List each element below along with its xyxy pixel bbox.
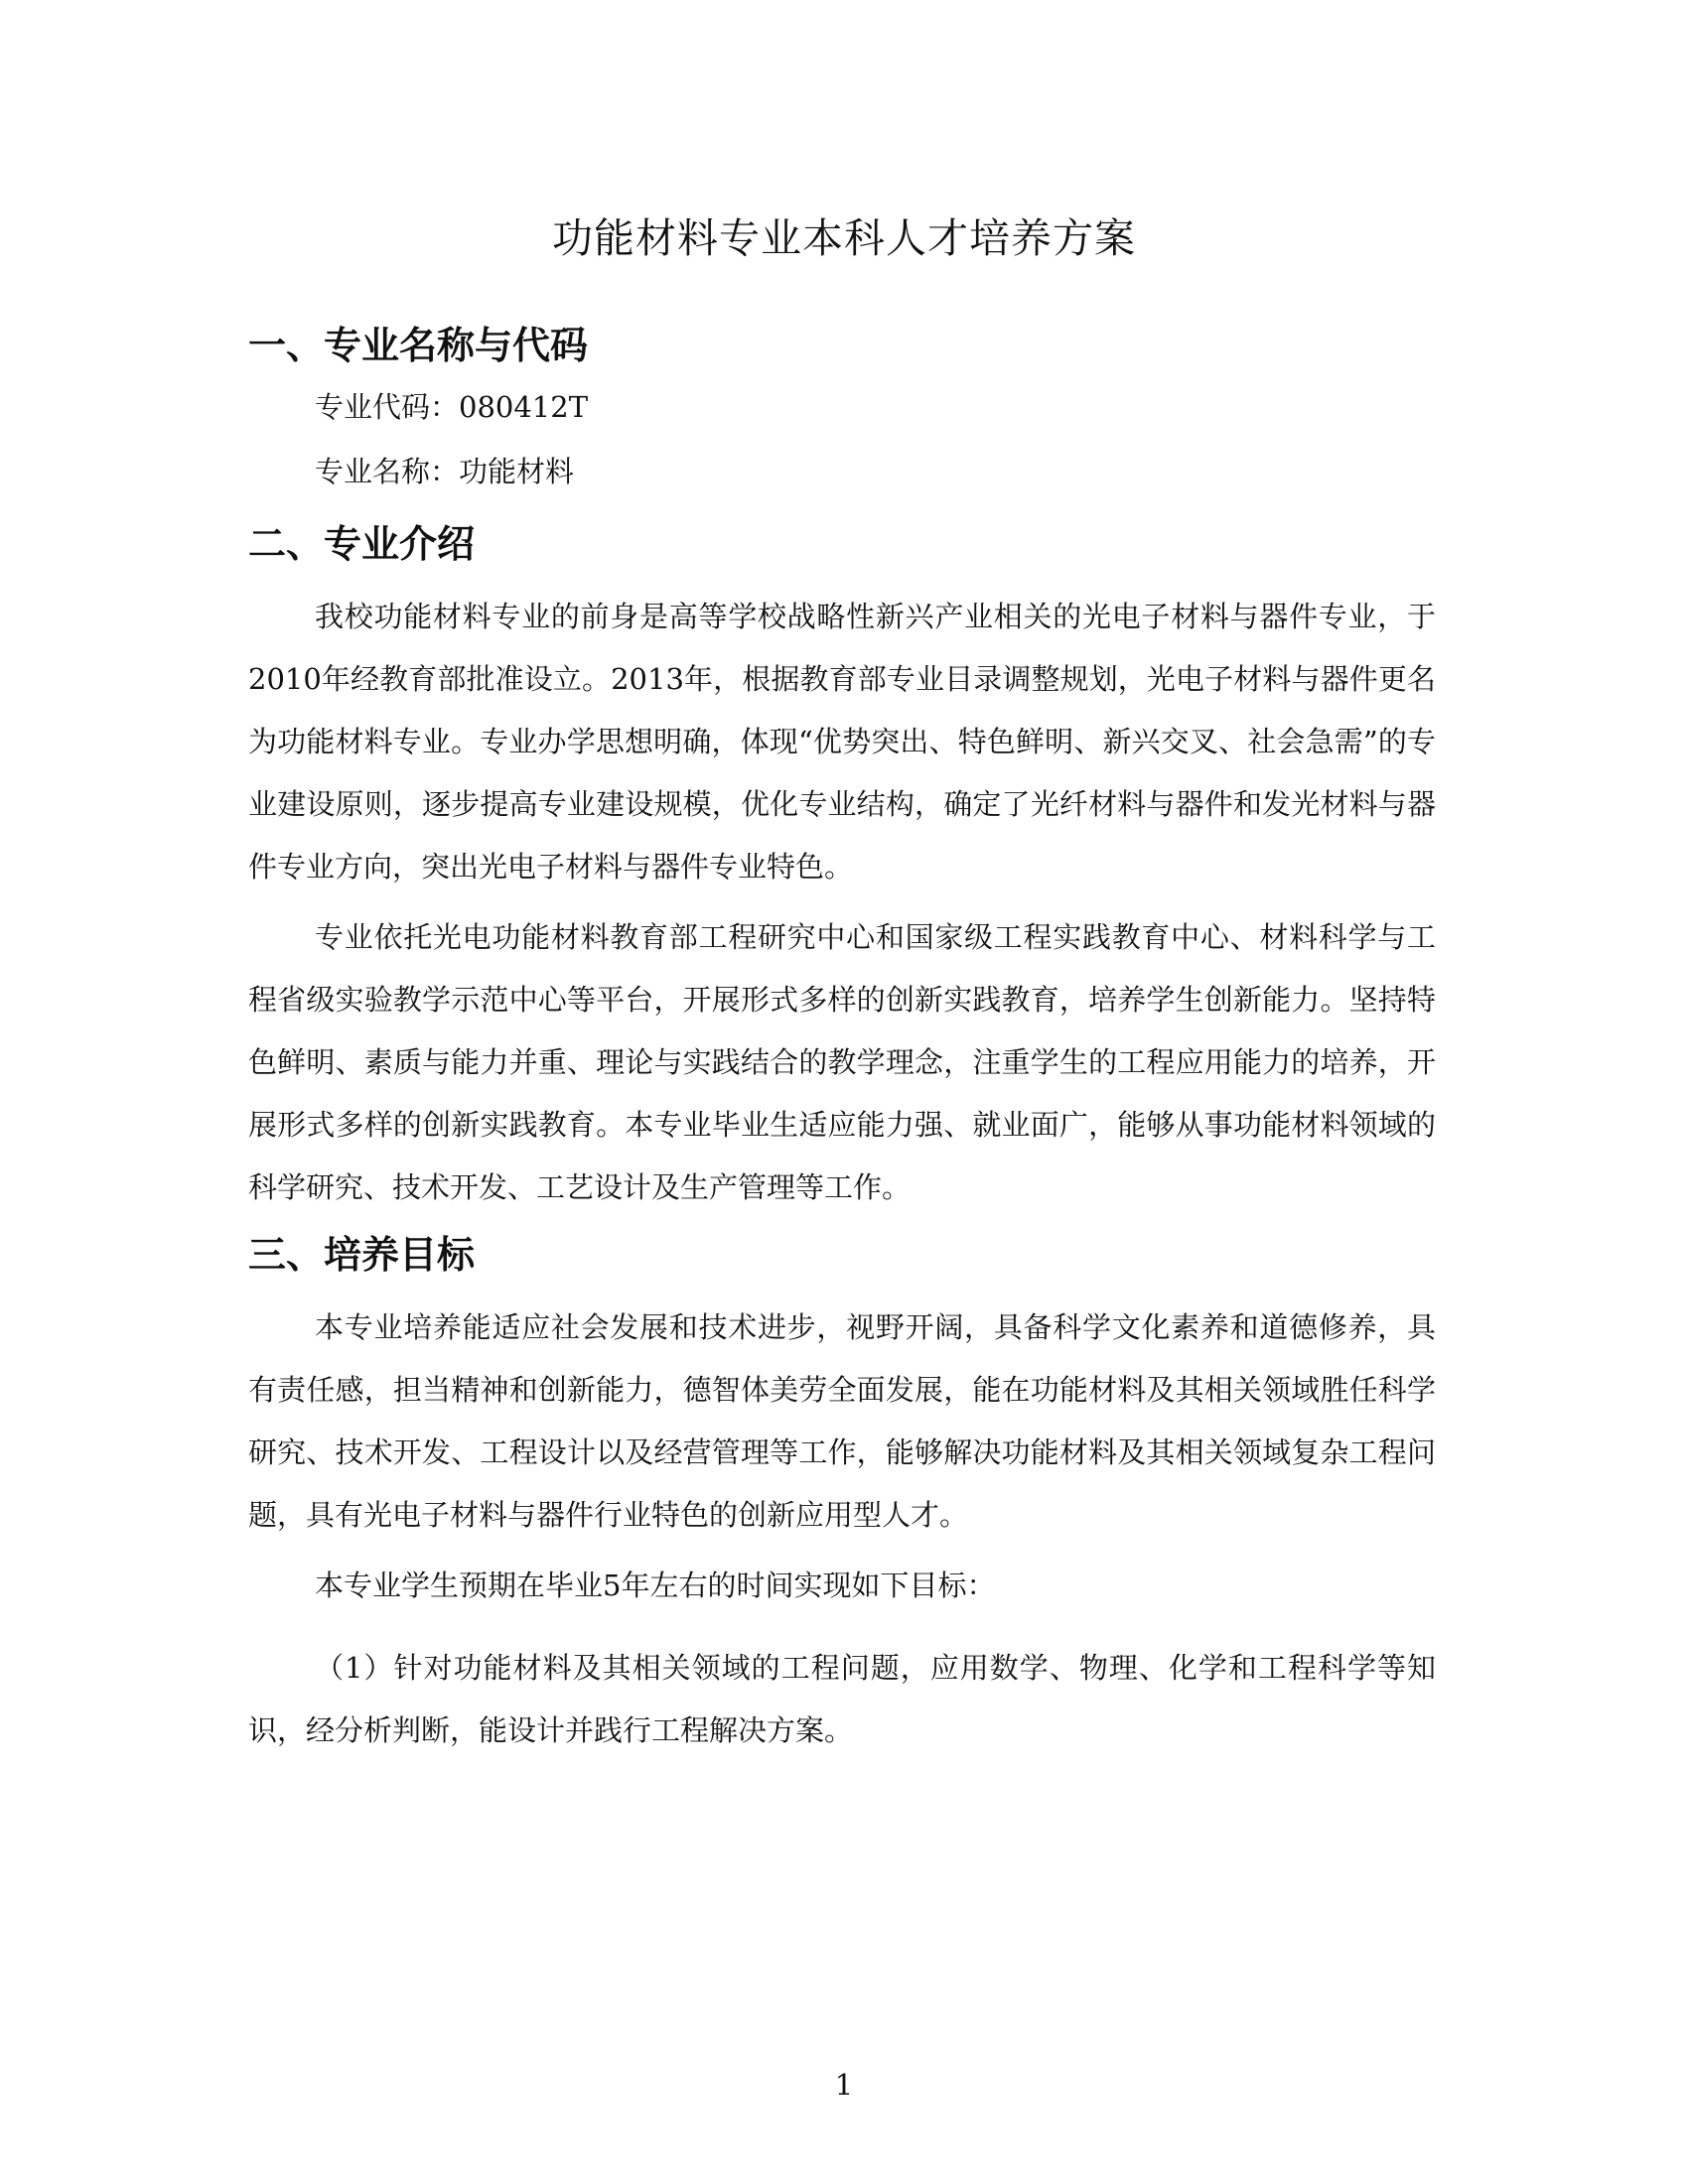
objective-item: （1）针对功能材料及其相关领域的工程问题，应用数学、物理、化学和工程科学等知识，经分析判断，能设计并践行工程解决方案。	[248, 1651, 1436, 1747]
document-title: 功能材料专业本科人才培养方案	[552, 214, 1136, 262]
major-name-line: 专业名称：功能材料	[315, 455, 575, 488]
paragraph: 我校功能材料专业的前身是高等学校战略性新兴产业相关的光电子材料与器件专业，于2010年经教育部批准设立。2013年，根据教育部专业目录调整规划，光电子材料与器件更名为功能材料专业。专业办学思想明确，体现“优势突出、特色鲜明、新兴交叉、社会急需”的专业建设原则，逐步提高专业建设规模，优化专业结构，确定了光纤材料与器件和发光材料与器件专业方向，突出光电子材料与器件专业特色。	[248, 600, 1436, 884]
section-heading: 三、培养目标	[248, 1233, 476, 1277]
major-info	[248, 387, 1436, 491]
document-body	[248, 318, 1436, 1770]
paragraph: 本专业培养能适应社会发展和技术进步，视野开阔，具备科学文化素养和道德修养，具有责任感，担当精神和创新能力，德智体美劳全面发展，能在功能材料及其相关领域胜任科学研究、技术开发、工程设计以及经营管理等工作，能够解决功能材料及其相关领域复杂工程问题，具有光电子材料与器件行业特色的创新应用型人才。	[248, 1310, 1436, 1532]
section-heading: 二、专业介绍	[248, 522, 476, 566]
paragraph: 专业依托光电功能材料教育部工程研究中心和国家级工程实践教育中心、材料科学与工程省级实验教学示范中心等平台，开展形式多样的创新实践教育，培养学生创新能力。坚持特色鲜明、素质与能力并重、理论与实践结合的教学理念，注重学生的工程应用能力的培养，开展形式多样的创新实践教育。本专业毕业生适应能力强、就业面广，能够从事功能材料领域的科学研究、技术开发、工艺设计及生产管理等工作。	[248, 920, 1436, 1204]
page-number: 1	[834, 2068, 854, 2102]
paragraph: 本专业学生预期在毕业5年左右的时间实现如下目标：	[315, 1569, 996, 1602]
section-major-introduction	[248, 516, 1436, 1219]
section-training-objectives	[248, 1227, 1436, 1762]
major-code-line: 专业代码：080412T	[315, 390, 589, 424]
section-heading: 一、专业名称与代码	[248, 324, 589, 367]
section-major-name-code	[248, 318, 1436, 491]
